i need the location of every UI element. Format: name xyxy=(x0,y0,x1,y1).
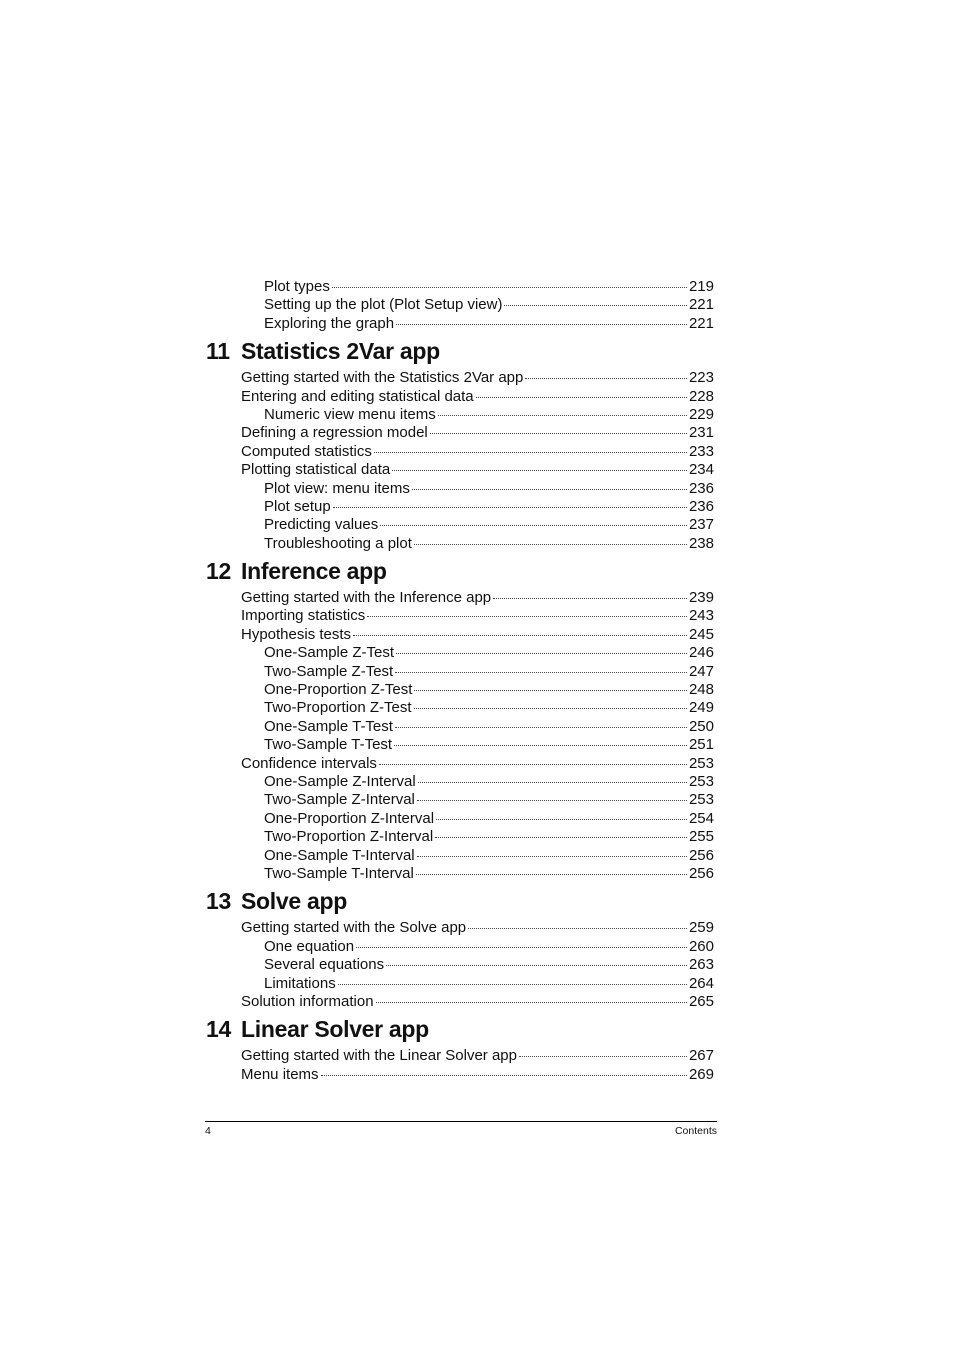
footer-section-title: Contents xyxy=(674,1125,717,1137)
dot-leader xyxy=(493,598,687,599)
toc-entry-title: Hypothesis tests xyxy=(241,625,352,643)
toc-entry-title: One-Sample T-Interval xyxy=(264,846,415,864)
toc-entry-title: Getting started with the Solve app xyxy=(241,919,467,937)
dot-leader xyxy=(338,984,687,985)
dot-leader xyxy=(414,690,687,691)
dot-leader xyxy=(392,470,687,471)
chapter-number: 13 xyxy=(206,888,231,915)
chapter-title: Solve app xyxy=(241,888,347,915)
chapter-heading[interactable] xyxy=(206,1011,714,1047)
toc-subsection-entry[interactable] xyxy=(206,516,714,534)
chapter-title: Statistics 2Var app xyxy=(241,338,440,365)
toc-section-entry[interactable] xyxy=(206,388,714,406)
toc-entry-title: Two-Sample T-Test xyxy=(264,736,393,754)
chapter-number: 12 xyxy=(206,558,231,585)
dot-leader xyxy=(396,324,687,325)
dot-leader xyxy=(414,544,687,545)
toc-entry-title: Importing statistics xyxy=(241,607,366,625)
dot-leader xyxy=(438,415,687,416)
toc-entry-title: Exploring the graph xyxy=(264,314,395,332)
toc-entry-page: 236 xyxy=(688,479,714,497)
toc-subsection-entry[interactable] xyxy=(206,315,714,333)
dot-leader xyxy=(412,489,687,490)
toc-section-entry[interactable] xyxy=(206,755,714,773)
dot-leader xyxy=(395,727,687,728)
chapter-heading[interactable] xyxy=(206,883,714,919)
toc-entry-page: 221 xyxy=(688,296,714,314)
toc-subsection-entry[interactable] xyxy=(206,956,714,974)
toc-entry-title: One-Sample Z-Interval xyxy=(264,772,416,790)
toc-entry-page: 243 xyxy=(688,607,714,625)
toc-entry-title: Confidence intervals xyxy=(241,754,377,772)
dot-leader xyxy=(418,782,687,783)
page-footer xyxy=(205,1121,717,1137)
toc-entry-title: Defining a regression model xyxy=(241,424,428,442)
toc-entry-title: Two-Sample Z-Interval xyxy=(264,791,415,809)
toc-entry-title: Plotting statistical data xyxy=(241,461,391,479)
toc-entry-page: 265 xyxy=(688,992,714,1010)
toc-entry-title: One-Proportion Z-Test xyxy=(264,681,413,699)
dot-leader xyxy=(367,616,687,617)
dot-leader xyxy=(436,819,687,820)
toc-subsection-entry[interactable] xyxy=(206,480,714,498)
toc-entry-title: Setting up the plot (Plot Setup view) xyxy=(264,296,503,314)
dot-leader xyxy=(379,764,687,765)
chapter-heading[interactable] xyxy=(206,553,714,589)
toc-entry-page: 254 xyxy=(688,809,714,827)
toc-section-entry[interactable] xyxy=(206,589,714,607)
toc-entry-title: Getting started with the Statistics 2Var app xyxy=(241,369,524,387)
toc-subsection-entry[interactable] xyxy=(206,663,714,681)
footer-page-number: 4 xyxy=(205,1125,211,1137)
toc-entry-page: 233 xyxy=(688,442,714,460)
toc-entry-title: Predicting values xyxy=(264,516,379,534)
dot-leader xyxy=(504,305,686,306)
toc-entry-title: Two-Sample Z-Test xyxy=(264,662,394,680)
toc-entry-title: Solution information xyxy=(241,992,374,1010)
toc-subsection-entry[interactable] xyxy=(206,736,714,754)
toc-subsection-entry[interactable] xyxy=(206,296,714,314)
dot-leader xyxy=(376,1002,687,1003)
toc-section-entry[interactable] xyxy=(206,919,714,937)
toc-subsection-entry[interactable] xyxy=(206,406,714,424)
toc-entry-page: 253 xyxy=(688,754,714,772)
chapter-number: 14 xyxy=(206,1016,231,1043)
toc-section-entry[interactable] xyxy=(206,443,714,461)
dot-leader xyxy=(414,708,687,709)
table-of-contents xyxy=(206,278,714,1084)
toc-entry-page: 260 xyxy=(688,937,714,955)
toc-entry-title: Computed statistics xyxy=(241,442,372,460)
dot-leader xyxy=(416,874,687,875)
dot-leader xyxy=(380,525,687,526)
dot-leader xyxy=(386,965,687,966)
toc-entry-page: 264 xyxy=(688,974,714,992)
toc-entry-title: One-Sample T-Test xyxy=(264,717,393,735)
toc-entry-page: 237 xyxy=(688,516,714,534)
toc-entry-page: 238 xyxy=(688,534,714,552)
dot-leader xyxy=(356,947,687,948)
toc-entry-title: Limitations xyxy=(264,974,336,992)
chapter-title: Inference app xyxy=(241,558,387,585)
toc-entry-page: 221 xyxy=(688,314,714,332)
dot-leader xyxy=(519,1056,687,1057)
toc-entry-title: Plot types xyxy=(264,278,330,295)
dot-leader xyxy=(333,507,687,508)
toc-section-entry[interactable] xyxy=(206,1047,714,1065)
toc-subsection-entry[interactable] xyxy=(206,828,714,846)
toc-subsection-entry[interactable] xyxy=(206,699,714,717)
toc-entry-page: 253 xyxy=(688,772,714,790)
toc-entry-page: 228 xyxy=(688,387,714,405)
dot-leader xyxy=(321,1075,687,1076)
toc-entry-page: 236 xyxy=(688,497,714,515)
chapter-number: 11 xyxy=(206,338,230,365)
toc-entry-page: 239 xyxy=(688,589,714,607)
toc-entry-page: 245 xyxy=(688,625,714,643)
toc-entry-title: Two-Sample T-Interval xyxy=(264,864,414,882)
toc-section-entry[interactable] xyxy=(206,461,714,479)
toc-subsection-entry[interactable] xyxy=(206,810,714,828)
dot-leader xyxy=(430,433,687,434)
toc-subsection-entry[interactable] xyxy=(206,938,714,956)
toc-subsection-entry[interactable] xyxy=(206,975,714,993)
dot-leader xyxy=(417,800,687,801)
toc-subsection-entry[interactable] xyxy=(206,791,714,809)
toc-entry-page: 263 xyxy=(688,956,714,974)
toc-entry-page: 255 xyxy=(688,828,714,846)
dot-leader xyxy=(353,635,687,636)
toc-subsection-entry[interactable] xyxy=(206,773,714,791)
toc-entry-page: 256 xyxy=(688,864,714,882)
toc-entry-title: Entering and editing statistical data xyxy=(241,387,474,405)
toc-entry-page: 251 xyxy=(688,736,714,754)
toc-entry-page: 247 xyxy=(688,662,714,680)
toc-entry-page: 269 xyxy=(688,1065,714,1083)
toc-entry-title: One equation xyxy=(264,937,355,955)
toc-entry-page: 229 xyxy=(688,405,714,423)
toc-entry-title: Several equations xyxy=(264,956,385,974)
toc-entry-title: Getting started with the Inference app xyxy=(241,589,492,607)
toc-section-entry[interactable] xyxy=(206,424,714,442)
toc-subsection-entry[interactable] xyxy=(206,498,714,516)
toc-entry-title: Plot setup xyxy=(264,497,331,515)
toc-entry-title: Menu items xyxy=(241,1065,319,1083)
toc-subsection-entry[interactable] xyxy=(206,278,714,296)
dot-leader xyxy=(396,653,687,654)
dot-leader xyxy=(525,378,687,379)
toc-entry-page: 234 xyxy=(688,461,714,479)
toc-entry-page: 256 xyxy=(688,846,714,864)
toc-subsection-entry[interactable] xyxy=(206,718,714,736)
toc-entry-page: 219 xyxy=(688,278,714,295)
dot-leader xyxy=(395,672,687,673)
dot-leader xyxy=(476,397,687,398)
dot-leader xyxy=(374,452,687,453)
toc-entry-page: 248 xyxy=(688,681,714,699)
toc-entry-page: 253 xyxy=(688,791,714,809)
toc-subsection-entry[interactable] xyxy=(206,847,714,865)
toc-entry-title: Plot view: menu items xyxy=(264,479,410,497)
toc-section-entry[interactable] xyxy=(206,626,714,644)
dot-leader xyxy=(468,928,687,929)
toc-entry-page: 259 xyxy=(688,919,714,937)
chapter-heading[interactable] xyxy=(206,333,714,369)
toc-entry-title: One-Proportion Z-Interval xyxy=(264,809,435,827)
toc-section-entry[interactable] xyxy=(206,1066,714,1084)
toc-section-entry[interactable] xyxy=(206,607,714,625)
toc-entry-page: 249 xyxy=(688,699,714,717)
toc-section-entry[interactable] xyxy=(206,993,714,1011)
toc-subsection-entry[interactable] xyxy=(206,644,714,662)
toc-entry-title: One-Sample Z-Test xyxy=(264,644,395,662)
toc-subsection-entry[interactable] xyxy=(206,681,714,699)
chapter-title: Linear Solver app xyxy=(241,1016,429,1043)
toc-entry-page: 246 xyxy=(688,644,714,662)
toc-entry-page: 223 xyxy=(688,369,714,387)
toc-entry-title: Two-Proportion Z-Interval xyxy=(264,828,434,846)
dot-leader xyxy=(332,287,687,288)
toc-entry-page: 231 xyxy=(688,424,714,442)
dot-leader xyxy=(394,745,687,746)
toc-subsection-entry[interactable] xyxy=(206,535,714,553)
dot-leader xyxy=(417,856,687,857)
toc-entry-title: Two-Proportion Z-Test xyxy=(264,699,412,717)
toc-entry-page: 267 xyxy=(688,1047,714,1065)
toc-entry-title: Numeric view menu items xyxy=(264,405,436,423)
toc-section-entry[interactable] xyxy=(206,369,714,387)
dot-leader xyxy=(435,837,687,838)
toc-entry-title: Getting started with the Linear Solver app xyxy=(241,1047,517,1065)
toc-entry-page: 250 xyxy=(688,717,714,735)
toc-subsection-entry[interactable] xyxy=(206,865,714,883)
toc-entry-title: Troubleshooting a plot xyxy=(264,534,412,552)
